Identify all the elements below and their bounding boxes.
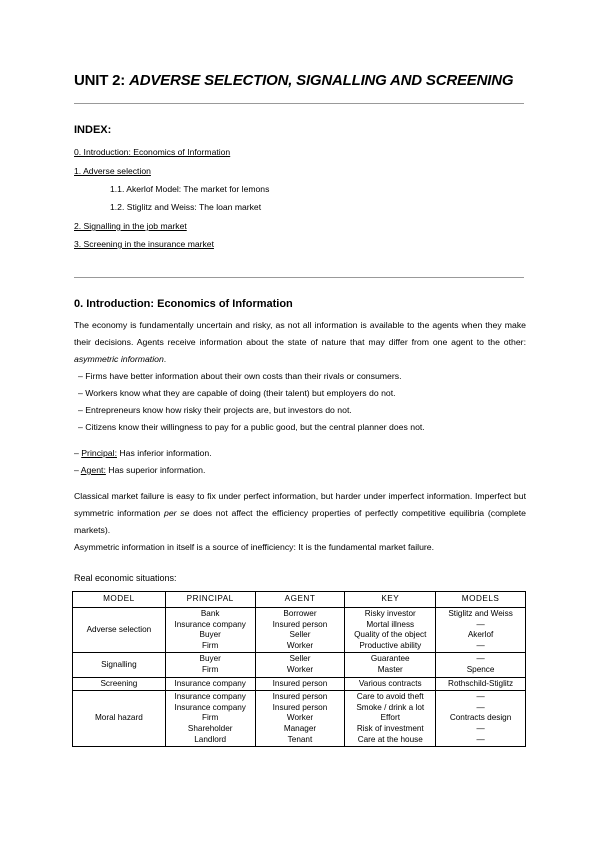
cell-models (436, 608, 526, 653)
market-failure-paragraph (74, 488, 526, 539)
index-link-screening[interactable]: 3. Screening in the insurance market (74, 239, 214, 249)
principal-label: Principal: (81, 448, 117, 458)
table-header-row (73, 592, 526, 608)
intro-period: . (163, 353, 167, 364)
cell-line: Buyer (199, 654, 221, 664)
unit-title-prefix: UNIT 2: (74, 72, 130, 89)
index-link-stiglitz-weiss[interactable]: 1.2. Stiglitz and Weiss: The loan market (110, 202, 262, 212)
section-heading-intro: 0. Introduction: Economics of Information (74, 298, 293, 310)
header-model: MODEL (73, 592, 166, 608)
cell-line: — (476, 654, 485, 664)
cell-model: Screening (73, 677, 166, 691)
cell-line: Insurance company (174, 692, 246, 702)
agent-definition (74, 465, 205, 475)
bullet-citizens: – Citizens know their willingness to pay for a public good, but the central planner does not. (78, 422, 425, 432)
market-failure-emphasis: per se (163, 507, 190, 518)
principal-definition (74, 448, 212, 458)
cell-line: Akerlof (467, 630, 494, 640)
divider-top (74, 103, 524, 104)
cell-line: — (476, 640, 485, 650)
cell-agent (255, 653, 345, 677)
cell-line: Stiglitz and Weiss (448, 609, 513, 618)
index-link-akerlof[interactable]: 1.1. Akerlof Model: The market for lemons (110, 184, 270, 194)
cell-line: Care to avoid theft (356, 692, 424, 702)
cell-principal (165, 691, 255, 747)
cell-line: Effort (380, 713, 400, 723)
cell-line: Manager (283, 723, 317, 733)
cell-models (436, 691, 526, 747)
agent-dash: – (74, 465, 81, 475)
cell-line: Productive ability (359, 640, 422, 650)
cell-agent (255, 608, 345, 653)
table-row-moral-hazard (73, 691, 526, 747)
cell-line: — (476, 692, 485, 702)
asymmetric-info-statement: Asymmetric information in itself is a source of inefficiency: It is the fundamental market failure. (74, 542, 435, 552)
cell-line: Shareholder (187, 723, 233, 733)
cell-line: — (476, 734, 485, 744)
cell-line: Risky investor (364, 609, 416, 618)
intro-emphasis: asymmetric information (74, 353, 164, 364)
index-link-signalling[interactable]: 2. Signalling in the job market (74, 221, 187, 231)
agent-text: Has superior information. (105, 465, 206, 475)
cell-line: Guarantee (370, 654, 410, 664)
table-row-adverse-selection (73, 608, 526, 653)
cell-key (345, 691, 436, 747)
cell-models: Rothschild-Stiglitz (436, 677, 526, 691)
cell-line: Smoke / drink a lot (356, 702, 425, 712)
cell-line: Worker (286, 713, 314, 723)
cell-model: Moral hazard (73, 691, 166, 747)
cell-line: Care at the house (357, 734, 423, 744)
unit-title (74, 72, 534, 89)
cell-key (345, 608, 436, 653)
cell-models (436, 653, 526, 677)
market-failure-text-b: does not affect the efficiency properties of perfectly competitive equilibria (complete markets). (74, 507, 526, 535)
bullet-firms: – Firms have better information about their own costs than their rivals or consumers. (78, 371, 402, 381)
cell-principal (165, 653, 255, 677)
cell-line: Insurance company (174, 702, 246, 712)
cell-line: Master (377, 664, 403, 674)
cell-line: Risk of investment (356, 723, 424, 733)
cell-line: Insured person (272, 702, 328, 712)
cell-line: Insured person (272, 619, 328, 629)
table-row-signalling (73, 653, 526, 677)
cell-model: Signalling (73, 653, 166, 677)
cell-line: Insurance company (174, 619, 246, 629)
index-link-intro[interactable]: 0. Introduction: Economics of Information (74, 147, 231, 157)
bullet-workers: – Workers know what they are capable of doing (their talent) but employers do not. (78, 388, 396, 398)
header-key: KEY (345, 592, 436, 608)
cell-line: Firm (201, 640, 219, 650)
cell-line: Seller (289, 654, 311, 664)
cell-line: Spence (466, 664, 495, 674)
cell-principal: Insurance company (165, 677, 255, 691)
cell-model: Adverse selection (73, 608, 166, 653)
cell-line: — (476, 702, 485, 712)
cell-line: Firm (201, 664, 219, 674)
cell-key (345, 653, 436, 677)
principal-text: Has inferior information. (116, 448, 212, 458)
header-models: MODELS (436, 592, 526, 608)
cell-line: Buyer (199, 630, 221, 640)
divider-middle (74, 277, 524, 278)
bullet-entrepreneurs: – Entrepreneurs know how risky their projects are, but investors do not. (78, 405, 352, 415)
intro-paragraph (74, 317, 526, 368)
header-agent: AGENT (255, 592, 345, 608)
index-heading: INDEX: (74, 124, 112, 136)
cell-line: Quality of the object (354, 630, 427, 640)
cell-key: Various contracts (345, 677, 436, 691)
cell-agent (255, 691, 345, 747)
principal-dash: – (74, 448, 82, 458)
cell-line: Mortal illness (366, 619, 415, 629)
cell-line: Worker (286, 664, 314, 674)
table-row-screening (73, 677, 526, 691)
table-caption: Real economic situations: (74, 573, 177, 583)
cell-line: Firm (201, 713, 219, 723)
cell-line: Seller (289, 630, 311, 640)
cell-line: Borrower (283, 609, 317, 618)
cell-line: Tenant (287, 734, 313, 744)
cell-line: Worker (286, 640, 314, 650)
cell-line: Bank (200, 609, 220, 618)
economic-situations-table (72, 591, 526, 747)
intro-text: The economy is fundamentally uncertain and risky, as not all information is available to the agents when they make their decisions. Agents receive information about the state of nature that may differ from one agent to the other: (74, 320, 526, 347)
cell-agent: Insured person (255, 677, 345, 691)
index-link-adverse-selection[interactable]: 1. Adverse selection (74, 166, 151, 176)
unit-title-topic: ADVERSE SELECTION, SIGNALLING AND SCREENING (129, 72, 514, 89)
cell-line: — (476, 619, 485, 629)
cell-line: Contracts design (449, 713, 512, 723)
market-failure-text-a: Classical market failure is easy to fix under perfect information, but harder under imperfect information. Imperfect but symmetric information (74, 491, 526, 518)
cell-line: — (476, 723, 485, 733)
cell-line: Insured person (272, 692, 328, 702)
header-principal: PRINCIPAL (165, 592, 255, 608)
cell-line: Landlord (194, 734, 227, 744)
agent-label: Agent: (80, 465, 106, 475)
cell-principal (165, 608, 255, 653)
